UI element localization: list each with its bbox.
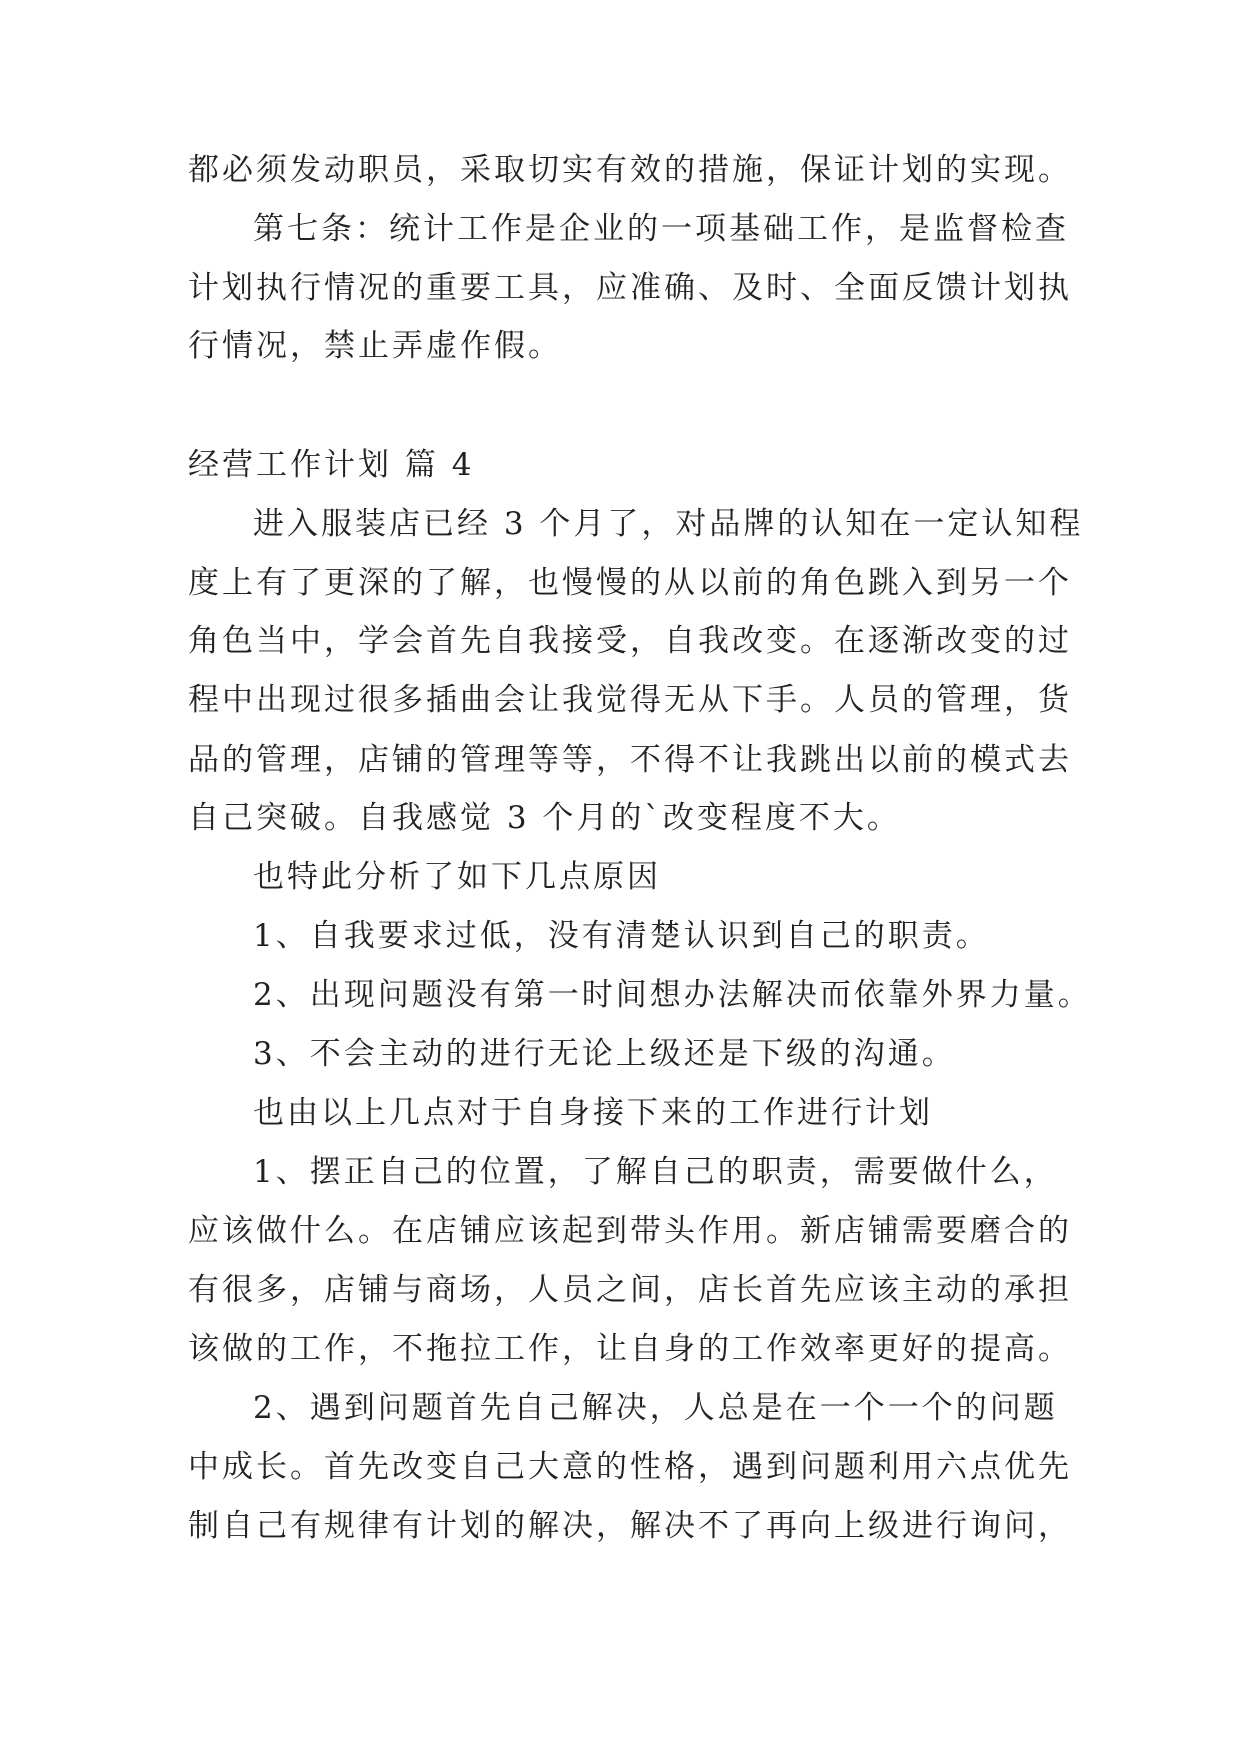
paragraph-line: 有很多，店铺与商场，人员之间，店长首先应该主动的承担 [188, 1272, 1072, 1308]
paragraph-line: 程中出现过很多插曲会让我觉得无从下手。人员的管理，货 [188, 682, 1072, 718]
paragraph-line: 应该做什么。在店铺应该起到带头作用。新店铺需要磨合的 [188, 1213, 1072, 1249]
list-item: 1、摆正自己的位置，了解自己的职责，需要做什么， [253, 1154, 1058, 1190]
list-item: 3、不会主动的进行无论上级还是下级的沟通。 [253, 1036, 956, 1072]
list-item: 2、遇到问题首先自己解决，人总是在一个一个的问题 [253, 1390, 1058, 1426]
paragraph-line: 中成长。首先改变自己大意的性格，遇到问题利用六点优先 [188, 1449, 1072, 1485]
list-item: 1、自我要求过低，没有清楚认识到自己的职责。 [253, 918, 990, 954]
paragraph-line: 度上有了更深的了解，也慢慢的从以前的角色跳入到另一个 [188, 565, 1072, 601]
paragraph-line: 第七条：统计工作是企业的一项基础工作，是监督检查 [253, 211, 1069, 247]
paragraph-line: 也由以上几点对于自身接下来的工作进行计划 [253, 1095, 933, 1131]
paragraph-line: 制自己有规律有计划的解决，解决不了再向上级进行询问， [188, 1508, 1072, 1544]
paragraph-line: 品的管理，店铺的管理等等，不得不让我跳出以前的模式去 [188, 742, 1072, 778]
paragraph-line: 都必须发动职员，采取切实有效的措施，保证计划的实现。 [188, 152, 1072, 188]
paragraph-line: 进入服装店已经 3 个月了，对品牌的认知在一定认知程 [253, 506, 1084, 542]
paragraph-line: 行情况，禁止弄虚作假。 [188, 328, 562, 364]
paragraph-line: 计划执行情况的重要工具，应准确、及时、全面反馈计划执 [188, 270, 1072, 306]
paragraph-line: 自己突破。自我感觉 3 个月的`改变程度不大。 [188, 800, 901, 836]
paragraph-line: 该做的工作，不拖拉工作，让自身的工作效率更好的提高。 [188, 1331, 1072, 1367]
section-heading: 经营工作计划 篇 4 [188, 447, 475, 483]
paragraph-line: 角色当中，学会首先自我接受，自我改变。在逐渐改变的过 [188, 623, 1072, 659]
list-item: 2、出现问题没有第一时间想办法解决而依靠外界力量。 [253, 977, 1092, 1013]
paragraph-line: 也特此分析了如下几点原因 [253, 859, 661, 895]
